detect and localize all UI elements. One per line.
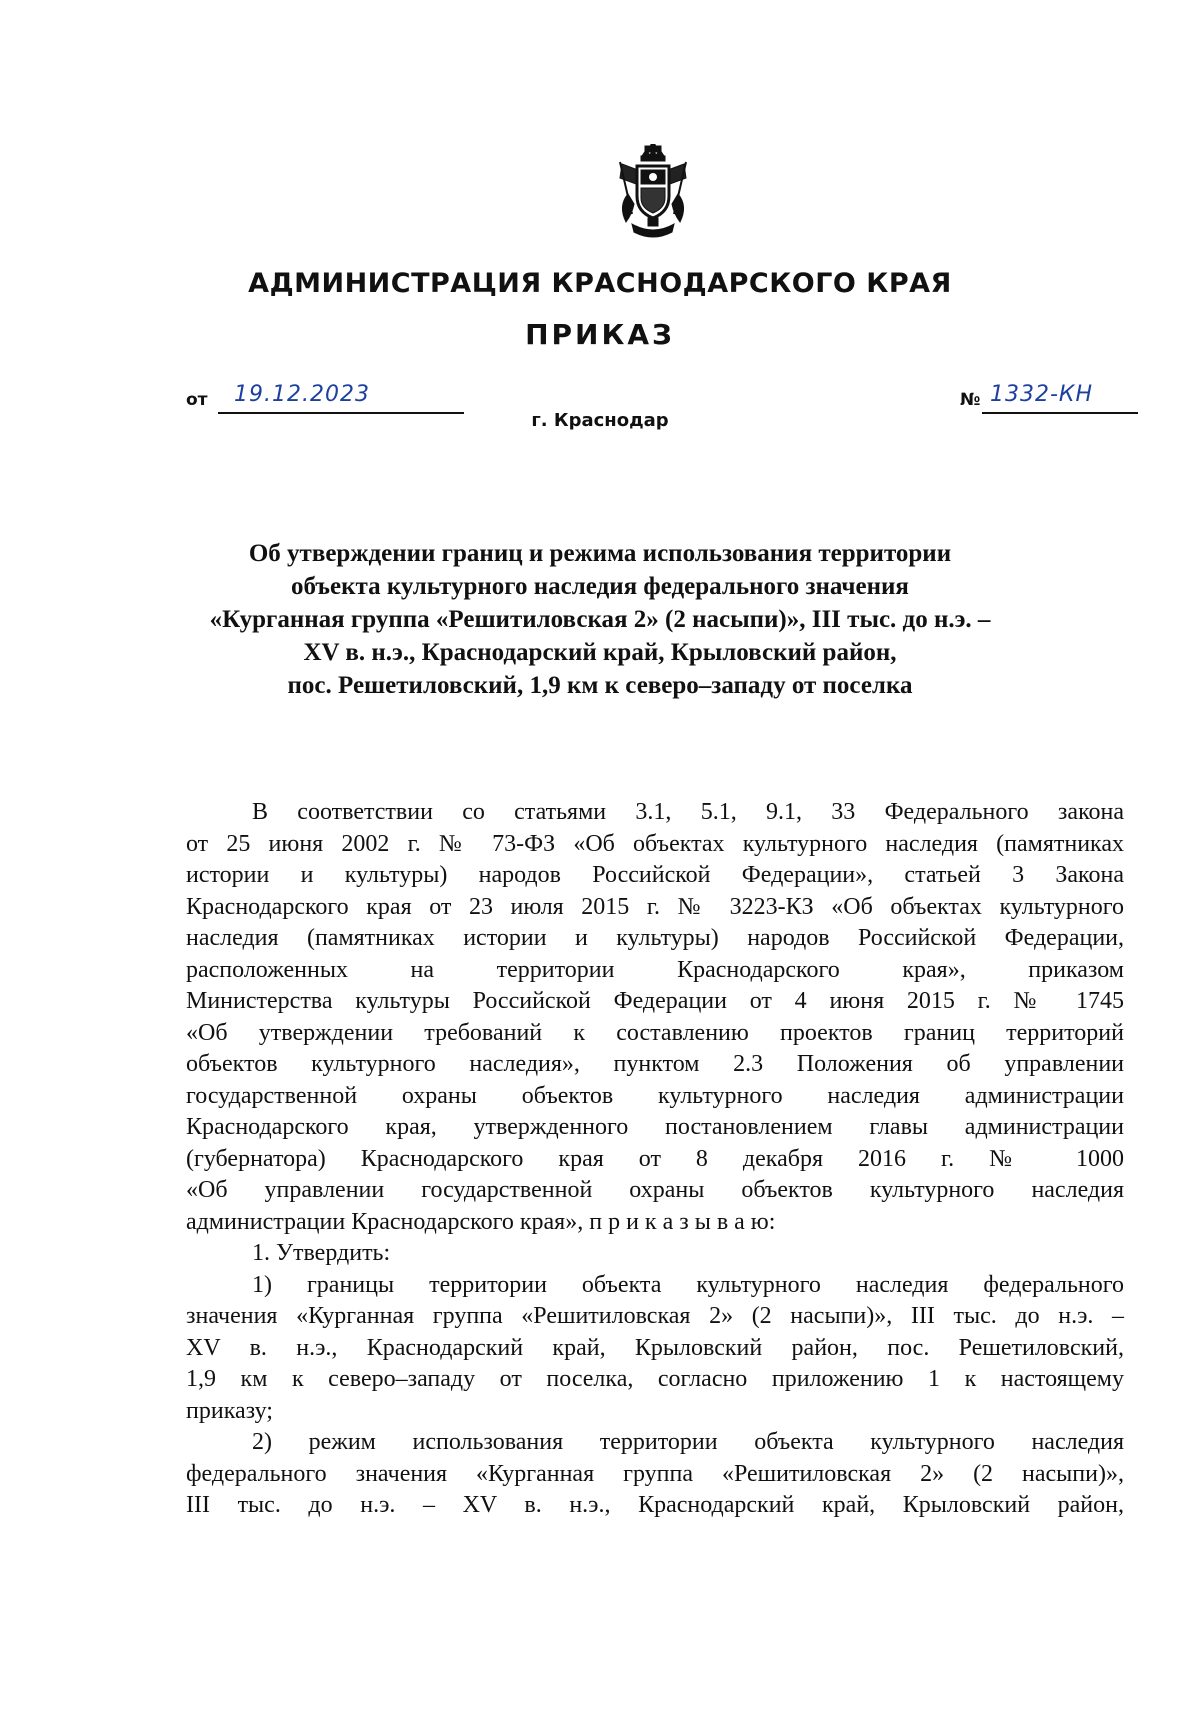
body-line: Краснодарского края от 23 июля 2015 г. № 3223-КЗ «Об объектах культурного [186, 893, 1124, 920]
number-value: 1332-КН [990, 382, 1094, 407]
body-line: расположенных на территории Краснодарского края», приказом [186, 956, 1124, 983]
body-line: III тыс. до н.э. – XV в. н.э., Краснодарский край, Крыловский район, [186, 1492, 1124, 1518]
body-line: государственной охраны объектов культурного наследия администрации [186, 1082, 1124, 1109]
body-line: 1. Утвердить: [252, 1240, 391, 1266]
body-line: наследия (памятниках истории и культуры) народов Российской Федерации, [186, 925, 1124, 951]
date-value: 19.12.2023 [234, 382, 370, 407]
date-label: от [186, 390, 208, 410]
title-line: Об утверждении границ и режима использования территории [248, 540, 952, 567]
body-line: значения «Курганная группа «Решитиловская 2» (2 насыпи)», III тыс. до н.э. – [186, 1303, 1124, 1329]
body-line: (губернатора) Краснодарского края от 8 декабря 2016 г. № 1000 [186, 1145, 1124, 1172]
body-line: истории и культуры) народов Российской Федерации», статьей 3 Закона [186, 862, 1124, 888]
document-body [186, 797, 1124, 1522]
body-line: Краснодарского края, утвержденного постановлением главы администрации [186, 1114, 1124, 1140]
title-line: XV в. н.э., Краснодарский край, Крыловский район, [303, 639, 897, 666]
body-line: приказу; [186, 1397, 273, 1424]
body-line: 1) границы территории объекта культурного наследия федерального [252, 1271, 1124, 1298]
body-line: «Об управлении государственной охраны объектов культурного наследия [186, 1177, 1124, 1203]
document-type: ПРИКАЗ [525, 318, 675, 351]
body-line: администрации Краснодарского края», п р и к а з ы в а ю: [186, 1208, 776, 1235]
title-line: пос. Решетиловский, 1,9 км к северо–западу от поселка [287, 672, 913, 699]
body-line: 1,9 км к северо–западу от поселка, согласно приложению 1 к настоящему [186, 1366, 1124, 1392]
body-line: объектов культурного наследия», пунктом 2.3 Положения об управлении [186, 1051, 1124, 1077]
number-label: № [960, 390, 981, 410]
coat-of-arms-icon [612, 144, 694, 244]
city: г. Краснодар [531, 410, 669, 431]
organization-name: АДМИНИСТРАЦИЯ КРАСНОДАРСКОГО КРАЯ [248, 268, 952, 299]
body-line: федерального значения «Курганная группа «Решитиловская 2» (2 насыпи)», [186, 1460, 1124, 1487]
title-line: «Курганная группа «Решитиловская 2» (2 насыпи)», III тыс. до н.э. – [209, 606, 991, 633]
title-line: объекта культурного наследия федерального значения [291, 573, 909, 600]
body-line: Министерства культуры Российской Федерации от 4 июня 2015 г. № 1745 [186, 988, 1124, 1014]
document-title [150, 537, 1050, 702]
body-line: XV в. н.э., Краснодарский край, Крыловский район, пос. Решетиловский, [186, 1334, 1124, 1361]
body-line: В соответствии со статьями 3.1, 5.1, 9.1, 33 Федерального закона [252, 799, 1124, 825]
body-line: «Об утверждении требований к составлению проектов границ территорий [186, 1019, 1124, 1046]
body-line: от 25 июня 2002 г. № 73-ФЗ «Об объектах культурного наследия (памятниках [186, 830, 1124, 857]
body-line: 2) режим использования территории объекта культурного наследия [252, 1429, 1124, 1455]
